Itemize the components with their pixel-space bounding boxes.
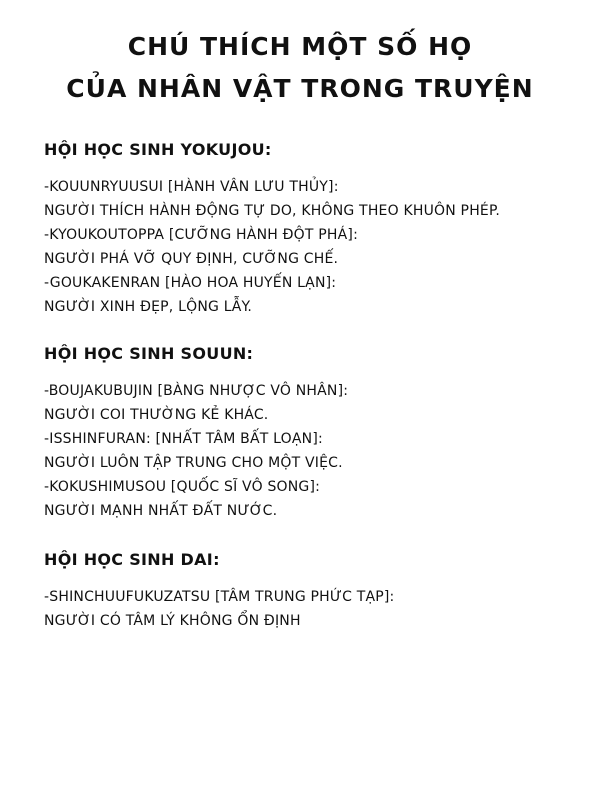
entry-meaning: NGƯỜI XINH ĐẸP, LỘNG LẪY.: [44, 299, 253, 315]
section-heading: HỘI HỌC SINH DAI:: [44, 550, 220, 569]
glossary-entry: [44, 225, 584, 273]
glossary-entry: [44, 587, 584, 635]
glossary-entry: [44, 477, 584, 525]
entry-term: -SHINCHUUFUKUZATSU [TÂM TRUNG PHỨC TẠP]:: [44, 589, 395, 605]
entry-term: -ISSHINFURAN: [NHẤT TÂM BẤT LOẠN]:: [44, 431, 323, 447]
section-souun: [44, 344, 584, 525]
entry-term: -KOKUSHIMUSOU [QUỐC SĨ VÔ SONG]:: [44, 479, 321, 495]
entry-meaning: NGƯỜI PHÁ VỠ QUY ĐỊNH, CƯỠNG CHẾ.: [44, 251, 339, 267]
entry-meaning: NGƯỜI CÓ TÂM LÝ KHÔNG ỔN ĐỊNH: [44, 613, 301, 629]
page-title-line-2: CỦA NHÂN VẬT TRONG TRUYỆN: [66, 74, 534, 103]
entry-term: -KOUUNRYUUSUI [HÀNH VÂN LƯU THỦY]:: [44, 179, 339, 195]
entry-meaning: NGƯỜI COI THƯỜNG KẺ KHÁC.: [44, 407, 269, 423]
entry-term: -GOUKAKENRAN [HÀO HOA HUYẾN LẠN]:: [44, 275, 337, 291]
entry-meaning: NGƯỜI THÍCH HÀNH ĐỘNG TỰ DO, KHÔNG THEO KHUÔN PHÉP.: [44, 203, 501, 219]
glossary-entry: [44, 381, 584, 429]
entry-meaning: NGƯỜI MẠNH NHẤT ĐẤT NƯỚC.: [44, 503, 278, 519]
glossary-entry: [44, 273, 584, 321]
section-heading: HỘI HỌC SINH SOUUN:: [44, 344, 254, 363]
section-dai: [44, 550, 584, 635]
section-heading: HỘI HỌC SINH YOKUJOU:: [44, 140, 272, 159]
page-title-line-1: CHÚ THÍCH MỘT SỐ HỌ: [127, 32, 473, 61]
entry-term: -BOUJAKUBUJIN [BÀNG NHƯỢC VÔ NHÂN]:: [44, 383, 349, 399]
section-yokujou: [44, 140, 584, 321]
glossary-entry: [44, 429, 584, 477]
entry-term: -KYOUKOUTOPPA [CƯỠNG HÀNH ĐỘT PHÁ]:: [44, 227, 359, 243]
entry-meaning: NGƯỜI LUÔN TẬP TRUNG CHO MỘT VIỆC.: [44, 455, 343, 471]
glossary-entry: [44, 177, 584, 225]
